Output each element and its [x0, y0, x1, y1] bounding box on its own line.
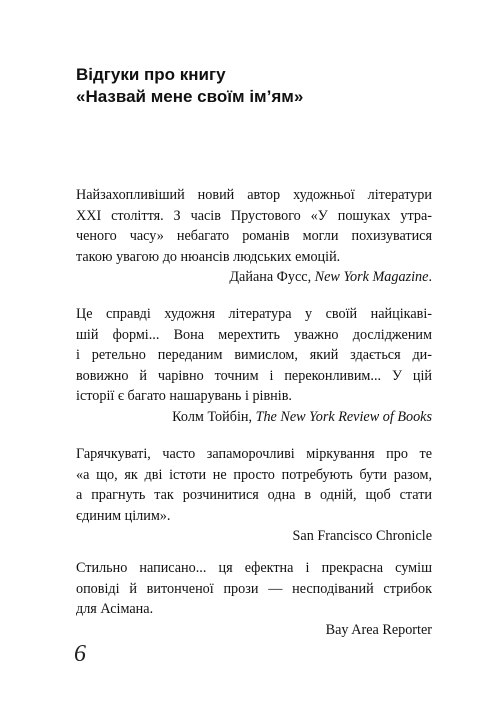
review-line: «а що, як дві істоти не просто потребують бути разом, — [76, 466, 432, 483]
attribution-source: The New York Review of Books — [255, 408, 432, 425]
review-attribution — [76, 620, 432, 641]
review-line: такою увагою до нюансів людських емоцій. — [76, 248, 341, 265]
review-line: XXI століття. З часів Прустового «У пошуках утра- — [76, 207, 432, 224]
review-line: для Асімана. — [76, 601, 154, 617]
review-line: а прагнуть так розчинитися одна в одній, щоб стати — [76, 487, 432, 503]
attribution-author: Колм Тойбін, — [172, 408, 256, 425]
review-3 — [76, 444, 432, 547]
review-2 — [76, 304, 432, 427]
review-attribution — [76, 267, 432, 288]
review-line: Гарячкуваті, часто запаморочливі міркування про те — [76, 446, 432, 462]
review-line: Стильно написано... ця ефектна і прекрасна суміш — [76, 560, 432, 576]
review-line: Найзахопливіший новий автор художньої літератури — [76, 187, 432, 203]
heading-line-1: Відгуки про книгу — [76, 65, 226, 84]
attribution-author: Дайана Фусс, — [229, 269, 315, 285]
page-number: 6 — [74, 641, 86, 667]
review-line: ченого часу» небагато романів могли похизуватися — [76, 228, 432, 244]
review-1 — [76, 185, 432, 288]
page-heading — [76, 64, 436, 108]
review-4 — [76, 558, 432, 640]
review-line: вовижно й чарівно точним і переконливим... У цій — [76, 367, 432, 384]
attribution-source: New York Magazine — [314, 269, 429, 285]
review-line: шій формі... Вона мерехтить уважно дослідженим — [76, 326, 432, 343]
attribution-author: San Francisco Chronicle — [292, 528, 432, 544]
review-attribution — [76, 526, 432, 547]
review-line: єдиним цілим». — [76, 507, 171, 524]
heading-line-2: «Назвай мене своїм ім’ям» — [76, 87, 304, 106]
review-attribution — [76, 407, 432, 428]
review-line: історії є багато нашарувань і рівнів. — [76, 388, 292, 404]
attribution-author: Bay Area Reporter — [325, 621, 432, 638]
review-line: і ретельно переданим вимислом, який здається ди- — [76, 347, 432, 363]
review-line: оповіді й витонченої прози — несподіваний стрибок — [76, 580, 432, 597]
review-line: Це справді художня література у своїй найцікаві- — [76, 306, 432, 322]
attribution-tail: . — [428, 269, 432, 285]
